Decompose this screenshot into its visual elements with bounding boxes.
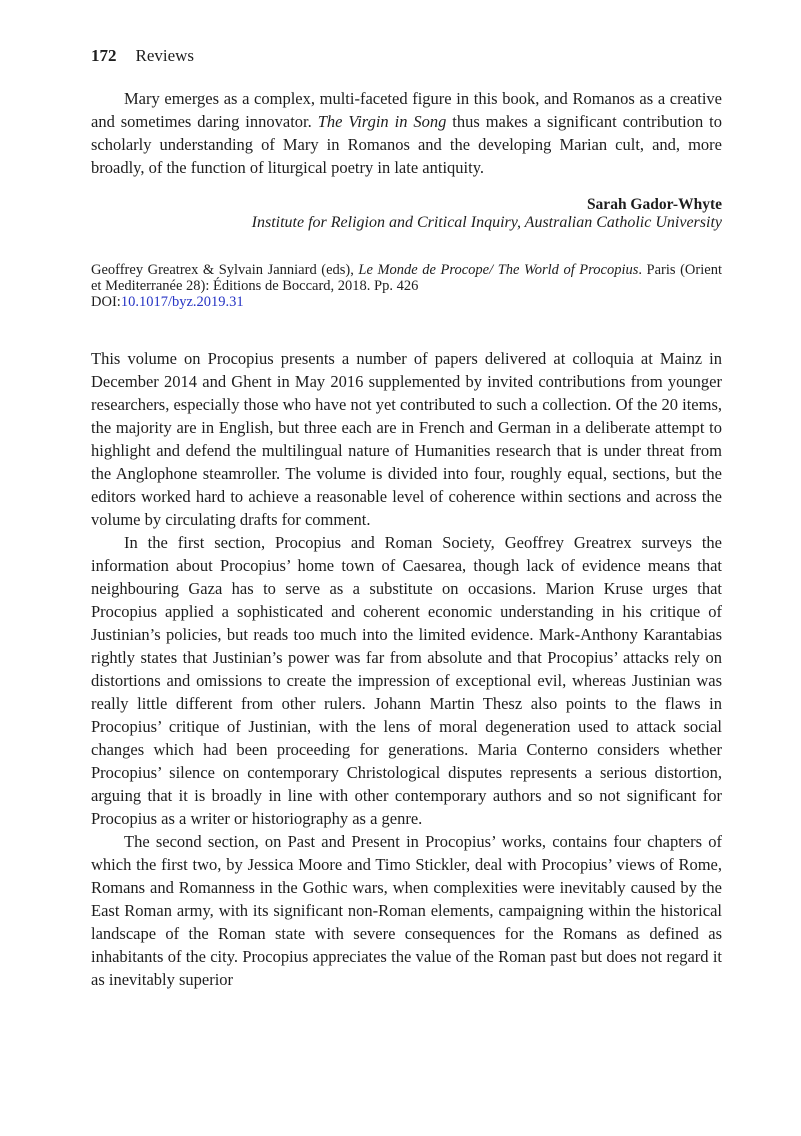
running-head xyxy=(91,46,722,66)
doi-link[interactable]: 10.1017/byz.2019.31 xyxy=(120,293,244,310)
page-number: 172 xyxy=(91,46,117,65)
doi-label: DOI: xyxy=(91,293,121,310)
reviewer-affiliation: Institute for Religion and Critical Inquiry, Australian Catholic University xyxy=(251,213,722,231)
reviewer-name: Sarah Gador-Whyte xyxy=(586,195,722,213)
review-paragraph: The second section, on Past and Present in Procopius’ works, contains four chapters of which the first two, by Jessica Moore and Timo Stickler, deal with Procopius’ views of Rome, Romans and Romanness in the Gothic wars, when complexities were inevitably caused by the East Roman army, with its significant non-Roman elements, campaigning within the historical landscape of the Roman state with severe consequences for the Romans as defined as inhabitants of the city. Procopius appreciates the value of the Roman past but does not regard it as inevitably superior xyxy=(91,831,722,989)
previous-review-closing-paragraph xyxy=(91,87,722,179)
review-paragraph: In the first section, Procopius and Roman Society, Geoffrey Greatrex surveys the information about Procopius’ home town of Caesarea, though lack of evidence means that neighbouring Gaza has to serve as a substitute on occasions. Marion Kruse urges that Procopius applied a sophisticated and coherent economic understanding in his critique of Justinian’s policies, but reads too much into the limited evidence. Mark-Anthony Karantabias rightly states that Justinian’s power was far from absolute and that Procopius’ attacks rely on distortions and omissions to create the impression of exceptional evil, whereas Justinian was really little different from other rulers. Johann Martin Thesz also points to the flaws in Procopius’ critique of Justinian, with the lens of moral degeneration used to attack social changes which had been proceeding for generations. Maria Conterno considers whether Procopius’ silence on contemporary Christological disputes represents a serious distortion, arguing that it is broadly in line with other contemporary authors and so not significant for Procopius as a writer or historiography as a genre. xyxy=(91,532,722,828)
closing-paragraph-part1: Mary emerges as a complex, multi-faceted figure in this book, and Romanos as a creative and sometimes daring innovator. xyxy=(91,89,722,131)
running-head-title: Reviews xyxy=(135,46,195,65)
closing-paragraph-part2: thus makes a significant contribution to scholarly understanding of Mary in Romanos and the developing Marian cult, and, more broadly, of the function of liturgical poetry in late antiquity. xyxy=(91,112,722,177)
citation-book-title-italic: Le Monde de Procope/ The World of Procopius xyxy=(358,261,639,278)
review-body xyxy=(91,347,722,991)
book-title-italic: The Virgin in Song xyxy=(317,112,447,131)
review-citation xyxy=(91,262,722,310)
review-paragraph: This volume on Procopius presents a number of papers delivered at colloquia at Mainz in December 2014 and Ghent in May 2016 supplemented by invited contributions from younger researchers, especially those who have not yet contributed to such a collection. Of the 20 items, the majority are in English, but three each are in French and German in a deliberate attempt to highlight and defend the multilingual nature of Humanities research that is under threat from the Anglophone steamroller. The volume is divided into four, roughly equal, sections, but the editors worked hard to achieve a reasonable level of coherence within sections and across the volume by circulating drafts for comment. xyxy=(91,348,722,529)
citation-publication-details: . Paris (Orient et Mediterranée 28): Éditions de Boccard, 2018. Pp. 426 xyxy=(91,261,722,294)
reviewer-signature xyxy=(91,196,722,232)
citation-editors: Geoffrey Greatrex & Sylvain Janniard (eds), xyxy=(91,261,359,278)
doi-line xyxy=(91,294,722,310)
